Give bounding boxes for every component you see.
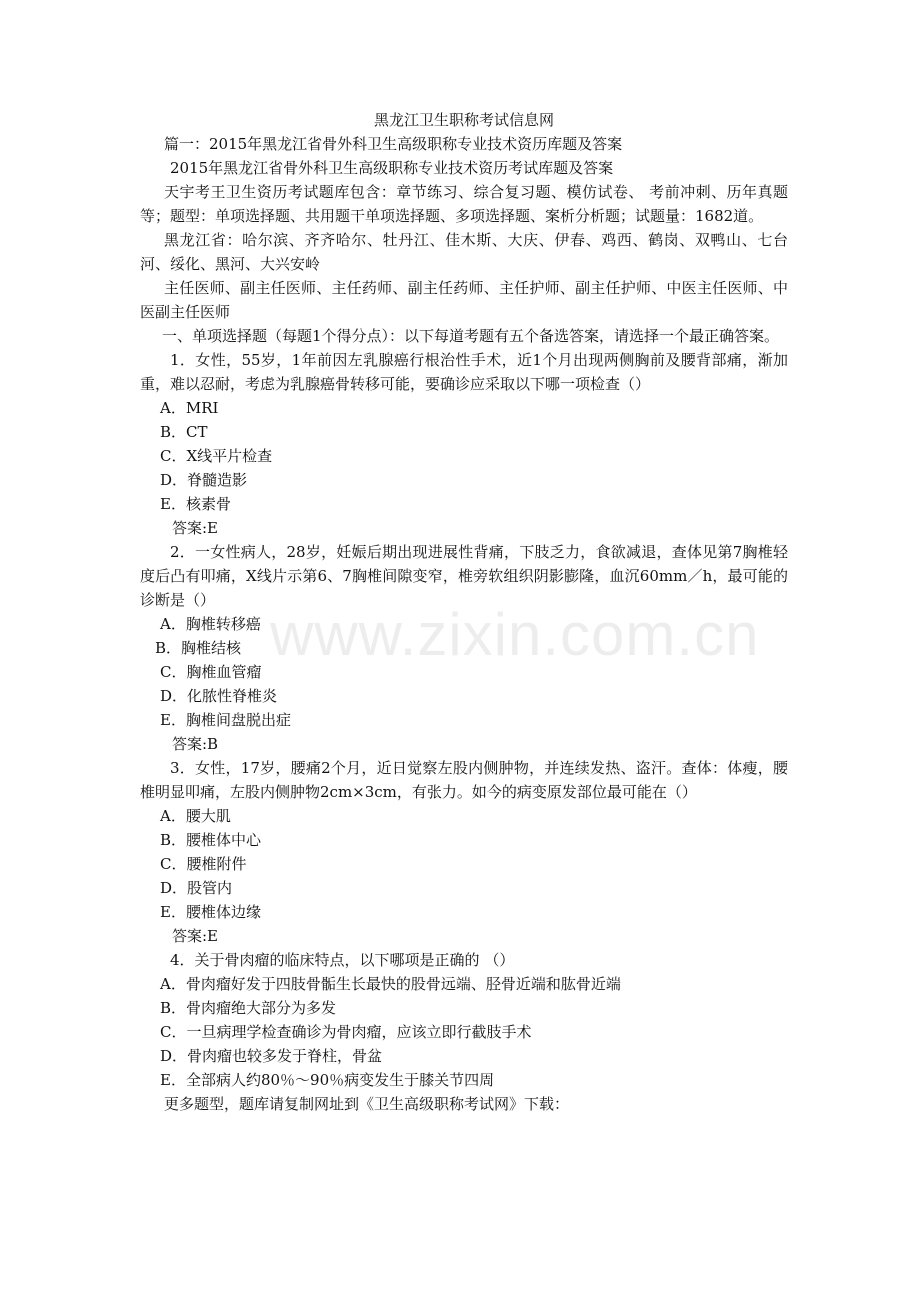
question-stem: 2．一女性病人，28岁，妊娠后期出现进展性背痛，下肢乏力，食欲减退，查体见第7胸椎轻度后凸有叩痛，X线片示第6、7胸椎间隙变窄，椎旁软组织阴影膨隆，血沉60mm／h，最可能的诊断是（）: [140, 543, 788, 609]
question-4: [140, 948, 788, 1092]
option-b: B．CT: [160, 423, 208, 441]
option-a: A．骨肉瘤好发于四肢骨骺生长最快的股骨远端、胫骨近端和肱骨近端: [160, 975, 621, 993]
option-b: B．胸椎结核: [155, 639, 242, 657]
option-c: C．X线平片检查: [160, 447, 273, 465]
option-c: C．一旦病理学检查确诊为骨肉瘤，应该立即行截肢手术: [160, 1023, 532, 1041]
option-e: E．全部病人约80％～90％病变发生于膝关节四周: [160, 1071, 495, 1089]
intro-section-title: 篇一：2015年黑龙江省骨外科卫生高级职称专业技术资历库题及答案: [164, 135, 623, 153]
answer: 答案:E: [172, 927, 219, 945]
intro-titles: 主任医师、副主任医师、主任药师、副主任药师、主任护师、副主任护师、中医主任医师、中医副主任医师: [140, 279, 788, 321]
option-c: C．腰椎附件: [160, 855, 247, 873]
watermark: www.zixin.com.cn: [270, 601, 760, 668]
intro-question-bank: 天宇考王卫生资历考试题库包含：章节练习、综合复习题、模仿试卷、 考前冲刺、历年真题等；题型：单项选择题、共用题干单项选择题、多项选择题、案析分析题；试题量：1682道。: [140, 183, 788, 225]
option-d: D．骨肉瘤也较多发于脊柱，骨盆: [160, 1047, 383, 1065]
option-a: A．腰大肌: [160, 807, 231, 825]
intro-subtitle: 2015年黑龙江省骨外科卫生高级职称专业技术资历考试库题及答案: [170, 159, 614, 177]
option-d: D．股管内: [160, 879, 233, 897]
option-c: C．胸椎血管瘤: [160, 663, 262, 681]
option-a: A．MRI: [160, 399, 219, 417]
option-b: B．腰椎体中心: [160, 831, 262, 849]
question-1: [140, 348, 788, 540]
question-stem: 3．女性，17岁，腰痛2个月，近日觉察左股内侧肿物，并连续发热、盗汗。查体：体瘦，腰椎明显叩痛，左股内侧肿物2cm×3cm，有张力。如今的病变原发部位最可能在（）: [140, 759, 788, 801]
document-title: 黑龙江卫生职称考试信息网: [373, 111, 554, 129]
question-2: [140, 540, 788, 756]
option-d: D．脊髓造影: [160, 471, 248, 489]
answer: 答案:B: [172, 735, 219, 753]
option-e: E．核素骨: [160, 495, 231, 513]
question-stem: 4．关于骨肉瘤的临床特点，以下哪项是正确的 （）: [170, 951, 515, 969]
option-e: E．腰椎体边缘: [160, 903, 261, 921]
option-b: B．骨肉瘤绝大部分为多发: [160, 999, 337, 1017]
answer: 答案:E: [172, 519, 219, 537]
option-e: E．胸椎间盘脱出症: [160, 711, 291, 729]
question-stem: 1．女性，55岁，1年前因左乳腺癌行根治性手术，近1个月出现两侧胸前及腰背部痛，渐加重，难以忍耐，考虑为乳腺癌骨转移可能，要确诊应采取以下哪一项检查（）: [140, 351, 788, 393]
intro-regions: 黑龙江省：哈尔滨、齐齐哈尔、牡丹江、佳木斯、大庆、伊春、鸡西、鹤岗、双鸭山、七台河、绥化、黑河、大兴安岭: [140, 231, 788, 273]
option-a: A．胸椎转移癌: [160, 615, 261, 633]
document-page: [140, 108, 788, 1116]
section-heading-single-choice: 一、单项选择题（每题1个得分点）：以下每道考题有五个备选答案，请选择一个最正确答案。: [162, 327, 780, 345]
question-3: [140, 756, 788, 948]
footer-download-note: 更多题型，题库请复制网址到《卫生高级职称考试网》下载：: [164, 1095, 570, 1113]
option-d: D．化脓性脊椎炎: [160, 687, 278, 705]
